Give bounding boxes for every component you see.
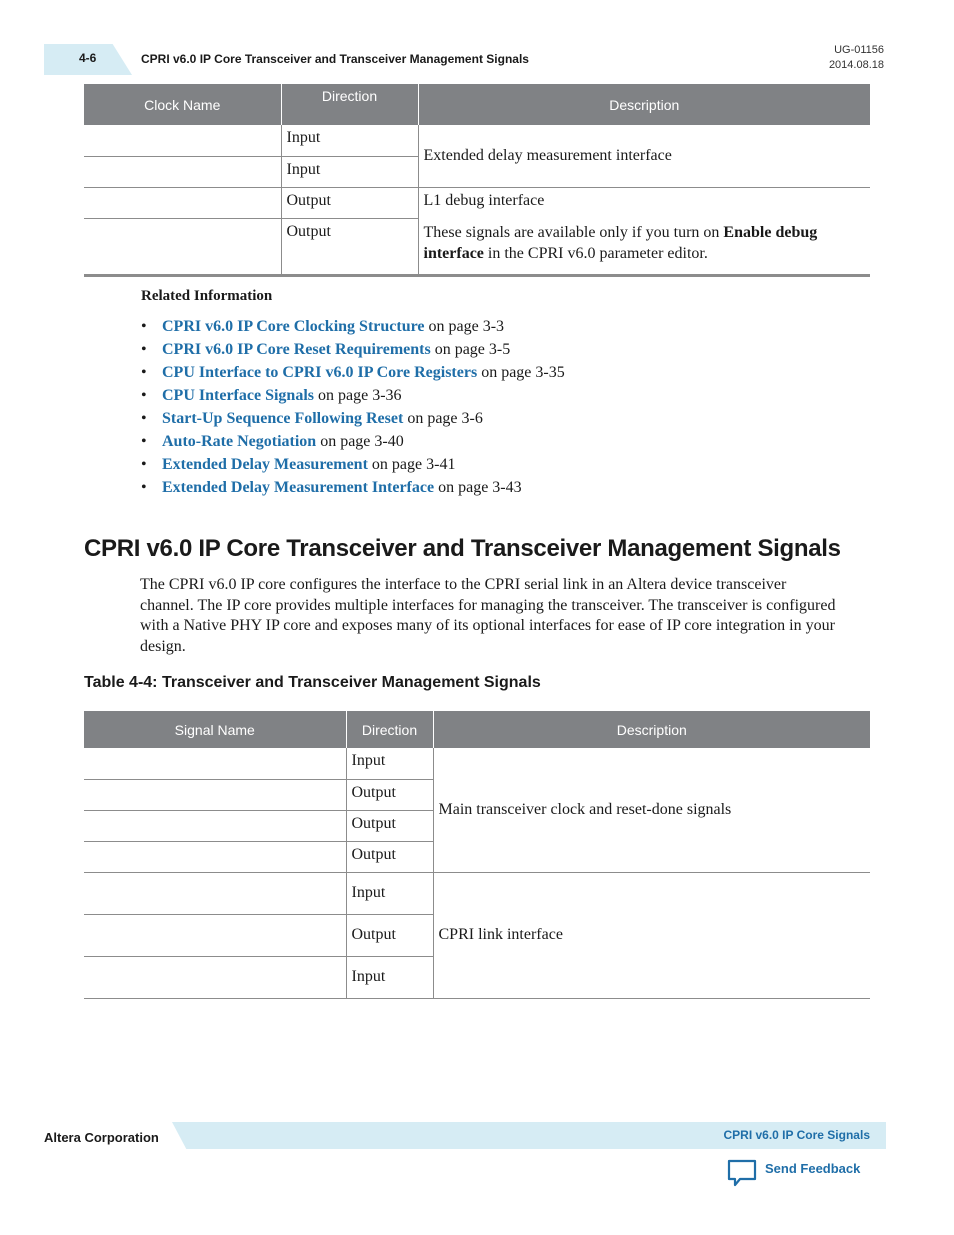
direction-cell: Input	[346, 956, 433, 998]
doc-info	[829, 43, 884, 73]
list-item: • Extended Delay Measurement Interface on page 3-43	[141, 479, 522, 496]
col-description: Description	[418, 84, 870, 125]
description-cell: These signals are available only if you turn on Enable debug interface in the CPRI v6.0 parameter editor.	[418, 218, 870, 275]
col-direction: Direction	[346, 711, 433, 748]
list-item: • Start-Up Sequence Following Reset on page 3-6	[141, 410, 483, 427]
description-cell: CPRI link interface	[433, 872, 870, 998]
related-link[interactable]: CPU Interface to CPRI v6.0 IP Core Registers	[162, 364, 478, 381]
list-item: • Auto-Rate Negotiation on page 3-40	[141, 433, 404, 450]
parameter-name: Enable debug interface	[423, 224, 818, 262]
feedback-icon[interactable]	[726, 1158, 758, 1188]
related-info-title: Related Information	[141, 288, 273, 304]
direction-cell: Input	[281, 156, 418, 187]
table-row	[84, 872, 870, 914]
col-direction: Direction	[281, 84, 418, 125]
related-info-list	[141, 316, 565, 500]
table-header-row	[84, 84, 870, 125]
related-link[interactable]: CPRI v6.0 IP Core Reset Requirements	[162, 341, 431, 358]
direction-cell: Output	[346, 841, 433, 872]
related-link[interactable]: Auto-Rate Negotiation	[162, 433, 317, 450]
description-cell: L1 debug interface	[423, 191, 545, 209]
direction-cell: Output	[346, 779, 433, 810]
col-signal-name: Signal Name	[84, 711, 346, 748]
list-item: • CPRI v6.0 IP Core Clocking Structure on page 3-3	[141, 318, 505, 335]
doc-date: 2014.08.18	[828, 59, 884, 71]
list-item: • CPU Interface Signals on page 3-36	[141, 387, 402, 404]
direction-cell: Output	[346, 810, 433, 841]
table-row	[84, 748, 870, 779]
page-number: 4-6	[79, 51, 97, 65]
direction-cell: Output	[346, 914, 433, 956]
col-description: Description	[433, 711, 870, 748]
list-item: • CPU Interface to CPRI v6.0 IP Core Registers on page 3-35	[141, 364, 565, 381]
footer-section-link[interactable]: CPRI v6.0 IP Core Signals	[723, 1128, 870, 1142]
table-row	[84, 125, 870, 156]
direction-cell: Input	[281, 125, 418, 156]
col-clock-name: Clock Name	[84, 84, 281, 125]
running-header-title: CPRI v6.0 IP Core Transceiver and Transceiver Management Signals	[141, 52, 529, 66]
footer-company: Altera Corporation	[44, 1130, 159, 1145]
table-caption: Table 4-4: Transceiver and Transceiver Management Signals	[84, 674, 541, 691]
related-link[interactable]: CPU Interface Signals	[162, 387, 314, 404]
section-title: CPRI v6.0 IP Core Transceiver and Transceiver Management Signals	[84, 535, 841, 562]
direction-cell: Output	[281, 218, 418, 275]
related-link[interactable]: Extended Delay Measurement	[162, 456, 368, 473]
direction-cell: Input	[346, 748, 433, 779]
direction-cell: Output	[281, 187, 418, 218]
table-row	[84, 218, 870, 275]
related-link[interactable]: Start-Up Sequence Following Reset	[162, 410, 404, 427]
description-cell: Main transceiver clock and reset-done signals	[433, 748, 870, 872]
related-link[interactable]: Extended Delay Measurement Interface	[162, 479, 435, 496]
description-cell: Extended delay measurement interface	[418, 125, 870, 187]
clock-signals-table	[84, 84, 870, 277]
list-item: • Extended Delay Measurement on page 3-41	[141, 456, 456, 473]
table-header-row	[84, 711, 870, 748]
list-item: • CPRI v6.0 IP Core Reset Requirements on page 3-5	[141, 341, 511, 358]
related-link[interactable]: CPRI v6.0 IP Core Clocking Structure	[162, 318, 425, 335]
direction-cell: Input	[346, 872, 433, 914]
table-row	[84, 187, 870, 218]
section-body: The CPRI v6.0 IP core configures the interface to the CPRI serial link in an Altera device transceiver channel. The IP core provides multiple interfaces for managing the transceiver. The transceiver is configured with a Native PHY IP core and exposes many of its optional interfaces for ease of IP core integration in your design.	[140, 576, 836, 655]
doc-id: UG-01156	[834, 44, 884, 56]
send-feedback-link[interactable]: Send Feedback	[765, 1161, 861, 1176]
transceiver-signals-table	[84, 711, 870, 999]
